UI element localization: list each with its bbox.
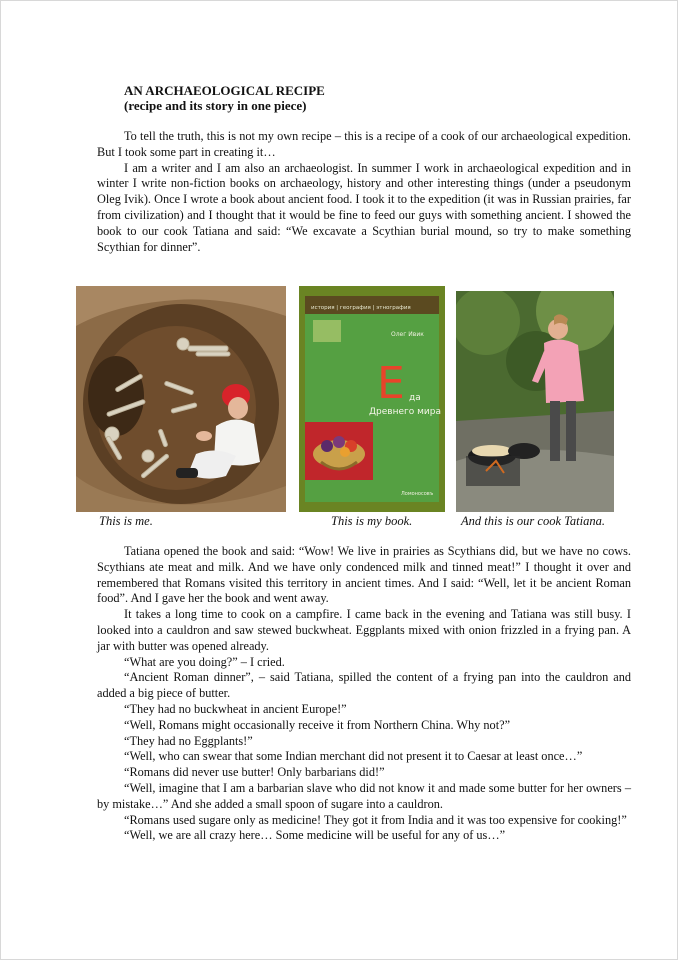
story-paragraph: “Ancient Roman dinner”, – said Tatiana, spilled the content of a frying pan into the cauldron and added a big piece of butter.	[97, 670, 631, 701]
book-series: история | география | этнография	[311, 305, 411, 311]
story-paragraph: “They had no Eggplants!”	[124, 733, 253, 748]
cook-photo	[456, 291, 614, 512]
intro-section	[97, 129, 631, 255]
caption-me: This is me.	[99, 514, 153, 528]
story-section	[97, 544, 631, 844]
story-paragraph: “Romans used sugare only as medicine! They got it from India and it was too expensive for cooking!”	[124, 812, 627, 827]
intro-paragraph-1: To tell the truth, this is not my own recipe – this is a recipe of a cook of our archaeological expedition. But I took some part in creating it…	[97, 129, 631, 159]
story-paragraph: “Well, imagine that I am a barbarian slave who did not know it and made some butter for her owners – by mistake…” And she added a small spoon of sugare into a cauldron.	[97, 780, 631, 811]
caption-book: This is my book.	[331, 514, 413, 528]
story-paragraph: “Romans did never use butter! Only barbarians did!”	[124, 765, 385, 780]
title-line-1: AN ARCHAEOLOGICAL RECIPE	[124, 83, 325, 98]
cook-illustration	[456, 291, 614, 512]
excavation-photo	[76, 286, 286, 512]
book-publisher: Ломоносовъ	[401, 491, 434, 497]
caption-cook: And this is our cook Tatiana.	[461, 514, 605, 528]
intro-paragraph-2: I am a writer and I am also an archaeologist. In summer I work in archaeological expedition and in winter I write non-fiction books on archaeology, history and other interesting things (under a pseudonym Oleg Ivik). Once I wrote a book about ancient food. I took it to the expedition (it was in Russian prairies, far from civilization) and I thought that it would be fine to feed our guys with something ancient. I showed the book to our cook Tatiana and said: “We excavate a Scythian burial mound, so try to make something Scythian for dinner”.	[97, 160, 631, 254]
story-paragraph: “They had no buckwheat in ancient Europe!”	[124, 701, 347, 716]
book-author: Олег Ивик	[391, 331, 424, 338]
book-cover-illustration	[299, 286, 445, 512]
story-paragraph: “Well, we are all crazy here… Some medicine will be useful for any of us…”	[124, 828, 506, 843]
story-paragraph: It takes a long time to cook on a campfire. I came back in the evening and Tatiana was still busy. I looked into a cauldron and saw stewed buckwheat. Eggplants mixed with onion frizzled in a frying pan. A jar with butter was opened already.	[97, 607, 631, 653]
book-big-letter: Е	[377, 358, 405, 409]
story-paragraph: “Well, Romans might occasionally receive it from Northern China. Why not?”	[124, 717, 511, 732]
story-paragraph: “What are you doing?” – I cried.	[124, 654, 285, 669]
book-subtitle: Древнего мира	[369, 407, 441, 417]
story-paragraph: “Well, who can swear that some Indian merchant did not present it to Caesar at least once…”	[124, 749, 583, 764]
book-cover-photo	[299, 286, 445, 512]
excavation-illustration	[76, 286, 286, 512]
document-title	[124, 83, 325, 113]
story-paragraph: Tatiana opened the book and said: “Wow! We live in prairies as Scythians did, but we have no cows. Scythians ate meat and milk. And we have only condenced milk and tinned meat!” I thought it over and remembered that Romans visited this territory in ancient times. And I said: “Well, let it be ancient Roman food”. And I gave her the book and went away.	[97, 544, 631, 606]
title-line-2: (recipe and its story in one piece)	[124, 98, 307, 113]
book-title-rest: да	[409, 393, 421, 403]
